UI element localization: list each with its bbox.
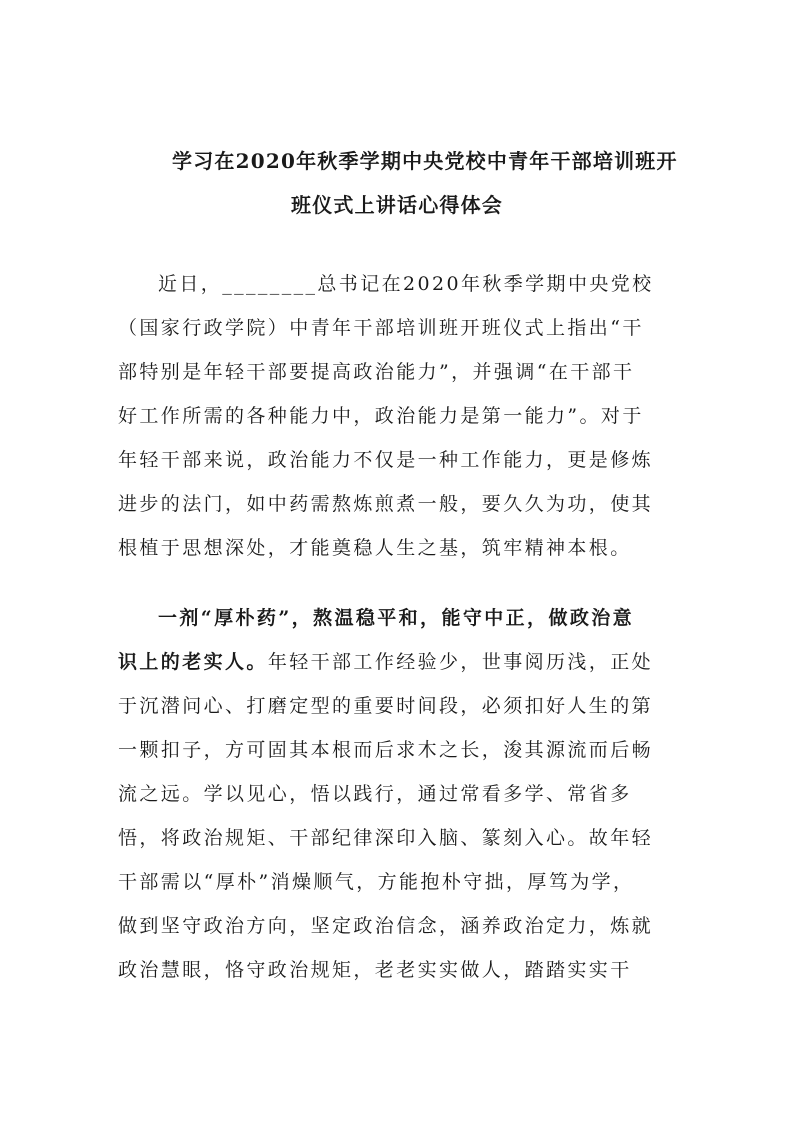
document-title-line-2: 班仪式上讲话心得体会	[291, 193, 503, 217]
paragraph-2-line-2	[118, 650, 653, 674]
paragraph-1-line-5: 年轻干部来说，政治能力不仅是一种工作能力，更是修炼	[118, 449, 654, 471]
paragraph-1-line-2: （国家行政学院）中青年干部培训班开班仪式上指出“干	[118, 317, 644, 339]
document-title-line-1: 学习在2020年秋季学期中央党校中青年干部培训班开	[172, 149, 678, 173]
paragraph-1-line-7: 根植于思想深处，才能奠稳人生之基，筑牢精神本根。	[118, 537, 632, 559]
paragraph-2-heading-line-2: 识上的老实人。	[118, 651, 268, 673]
paragraph-1-line-6: 进步的法门，如中药需熬炼煎煮一般，要久久为功，使其	[118, 493, 654, 515]
paragraph-1-line-1: 近日，________总书记在2020年秋季学期中央党校	[158, 273, 654, 295]
paragraph-1-line-4: 好工作所需的各种能力中，政治能力是第一能力”。对于	[118, 405, 644, 427]
paragraph-2-line-4: 一颗扣子，方可固其本根而后求木之长，浚其源流而后畅	[118, 739, 654, 761]
paragraph-2-line-3: 于沉潜问心、打磨定型的重要时间段，必须扣好人生的第	[118, 695, 654, 717]
paragraph-1-line-3: 部特别是年轻干部要提高政治能力”，并强调“在干部干	[118, 361, 635, 383]
paragraph-2-line-7: 干部需以“厚朴”消燥顺气，方能抱朴守拙，厚笃为学，	[118, 871, 635, 893]
paragraph-2-line-9: 政治慧眼，恪守政治规矩，老老实实做人，踏踏实实干	[118, 959, 632, 981]
paragraph-2-heading-line-1: 一剂“厚朴药”，熬温稳平和，能守中正，做政治意	[158, 607, 635, 629]
paragraph-2-line-8: 做到坚守政治方向，坚定政治信念，涵养政治定力，炼就	[118, 915, 654, 937]
paragraph-2-line-6: 悟，将政治规矩、干部纪律深印入脑、篆刻入心。故年轻	[118, 827, 654, 849]
paragraph-2-line-5: 流之远。学以见心，悟以践行，通过常看多学、常省多	[118, 783, 632, 805]
paragraph-2-line-2-text: 年轻干部工作经验少，世事阅历浅，正处	[267, 651, 654, 673]
